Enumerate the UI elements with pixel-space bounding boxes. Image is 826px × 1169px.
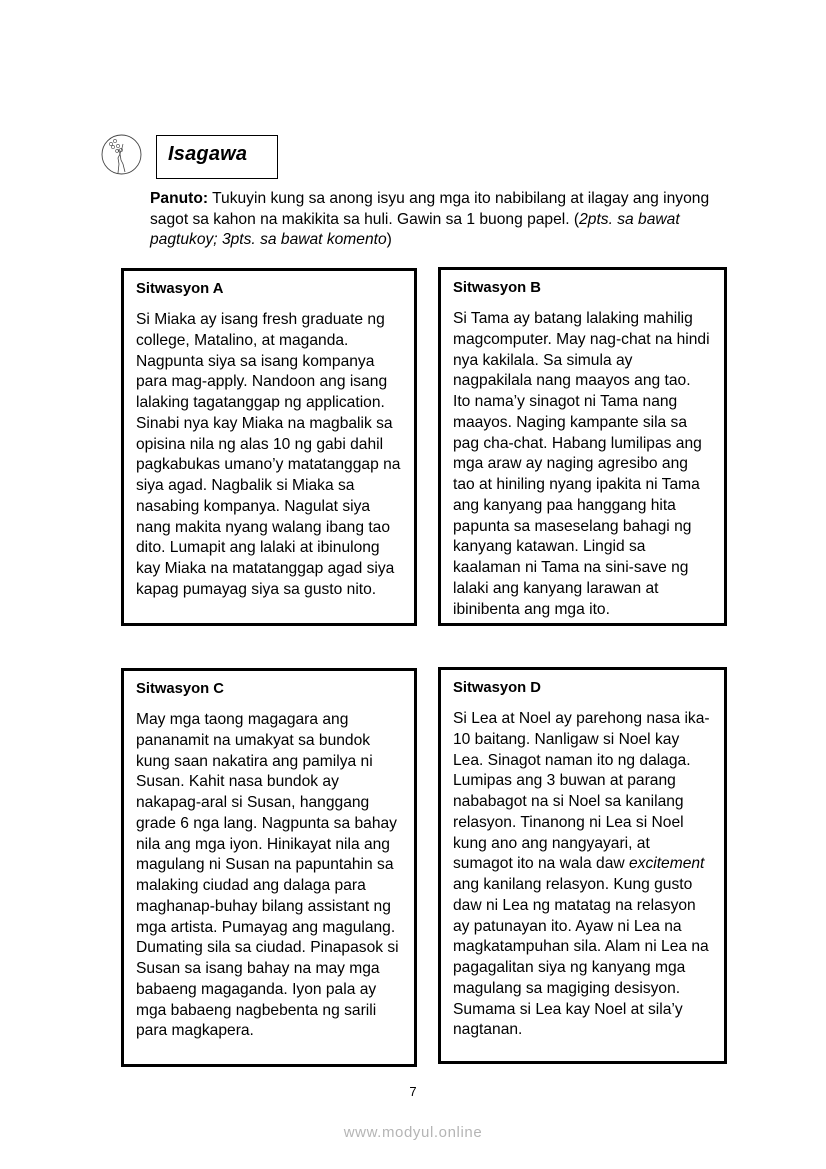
instructions-text: Tukuyin kung sa anong isyu ang mga ito nabibilang at ilagay ang inyong sagot sa kahon na makikita sa huli. Gawin sa 1 buong papel. ( [150,190,710,228]
situation-title: Sitwasyon A [136,281,224,297]
situation-body-part: ang kanilang relasyon. Kung gusto daw ni Lea ng matatag na relasyon ay patunayan ito. Ayaw ni Lea na magkatampuhan sila. Alam ni Lea na pagagalitan siya ng kanyang mga magulang sa magiging desisyon. Sumama si Lea kay Noel at sila’y nagtanan. [453,876,709,1039]
instructions-closing: ) [386,231,392,248]
situation-body-emphasis: excitement [628,855,705,873]
page-number: 7 [409,1084,417,1099]
situation-body-part: Si Lea at Noel ay parehong nasa ika-10 baitang. Nanligaw si Noel kay Lea. Sinagot naman ito ng dalaga. Lumipas ang 3 buwan at parang nababagot na si Noel sa kanilang relasyon. Tinanong ni Lea si Noel kung ano ang nangyayari, at sumagot ito na wala daw [453,710,710,873]
situation-title: Sitwasyon D [453,680,541,696]
situation-body [453,709,712,1041]
instructions [150,189,720,251]
points-note: 2pts. sa bawat pagtukoy; 3pts. sa bawat komento [150,210,680,248]
situation-body: May mga taong magagara ang pananamit na umakyat sa bundok kung saan nakatira ang pamilya ni Susan. Kahit nasa bundok ay nakapag-aral si Susan, hanggang grade 6 nga lang. Nagpunta sa bahay nila ang mga iyon. Hinikayat nila ang magulang ni Susan na papuntahin sa malaking ciudad ang dalaga para maghanap-buhay bilang assistant ng mga artista. Pumayag ang magulang. Dumating sila sa ciudad. Pinapasok si Susan sa isang bahay na may mga babaeng magaganda. Iyon pala ay mga babaeng nagbebenta ng sarili para magkapera. [136,711,399,1040]
situation-title: Sitwasyon B [453,280,541,296]
situation-body: Si Miaka ay isang fresh graduate ng college, Matalino, at maganda. Nagpunta siya sa isang kompanya para mag-apply. Nandoon ang isang lalaking tagatanggap ng application. Sinabi nya kay Miaka na magbalik sa opisina nila ng alas 10 ng gabi dahil pagkabukas umano’y matatanggap na siya agad. Nagbalik si Miaka sa nasabing kompanya. Nagulat siya nang makita nyang walang ibang tao dito. Lumapit ang lalaki at ibinulong kay Miaka na matatanggap agad siya kapag pumayag siya sa gusto nito. [136,311,401,598]
section-title-box [156,135,278,179]
instructions-label: Panuto: [150,190,209,207]
situation-card-b [438,267,727,626]
situation-title: Sitwasyon C [136,681,224,697]
section-title: Isagawa [168,143,248,165]
situation-card-d [438,667,727,1064]
watermark: www.modyul.online [343,1124,483,1141]
hand-with-flowers-icon [101,134,142,175]
situation-card-a [121,268,417,626]
situation-body: Si Tama ay batang lalaking mahilig magcomputer. May nag-chat na hindi nya kakilala. Sa simula ay nagpakilala nang maayos ang tao. Ito nama’y sinagot ni Tama nang maayos. Naging kampante sila sa pag cha-chat. Habang lumilipas ang mga araw ay naging agresibo ang tao at hiniling nyang ipakita ni Tama ang kanyang paa hanggang hita papunta sa maseselang bahagi ng kanyang katawan. Lingid sa kaalaman ni Tama na sini-save ng lalaki ang kanyang larawan at ibinibenta ang mga ito. [453,310,710,618]
situation-card-c [121,668,417,1067]
